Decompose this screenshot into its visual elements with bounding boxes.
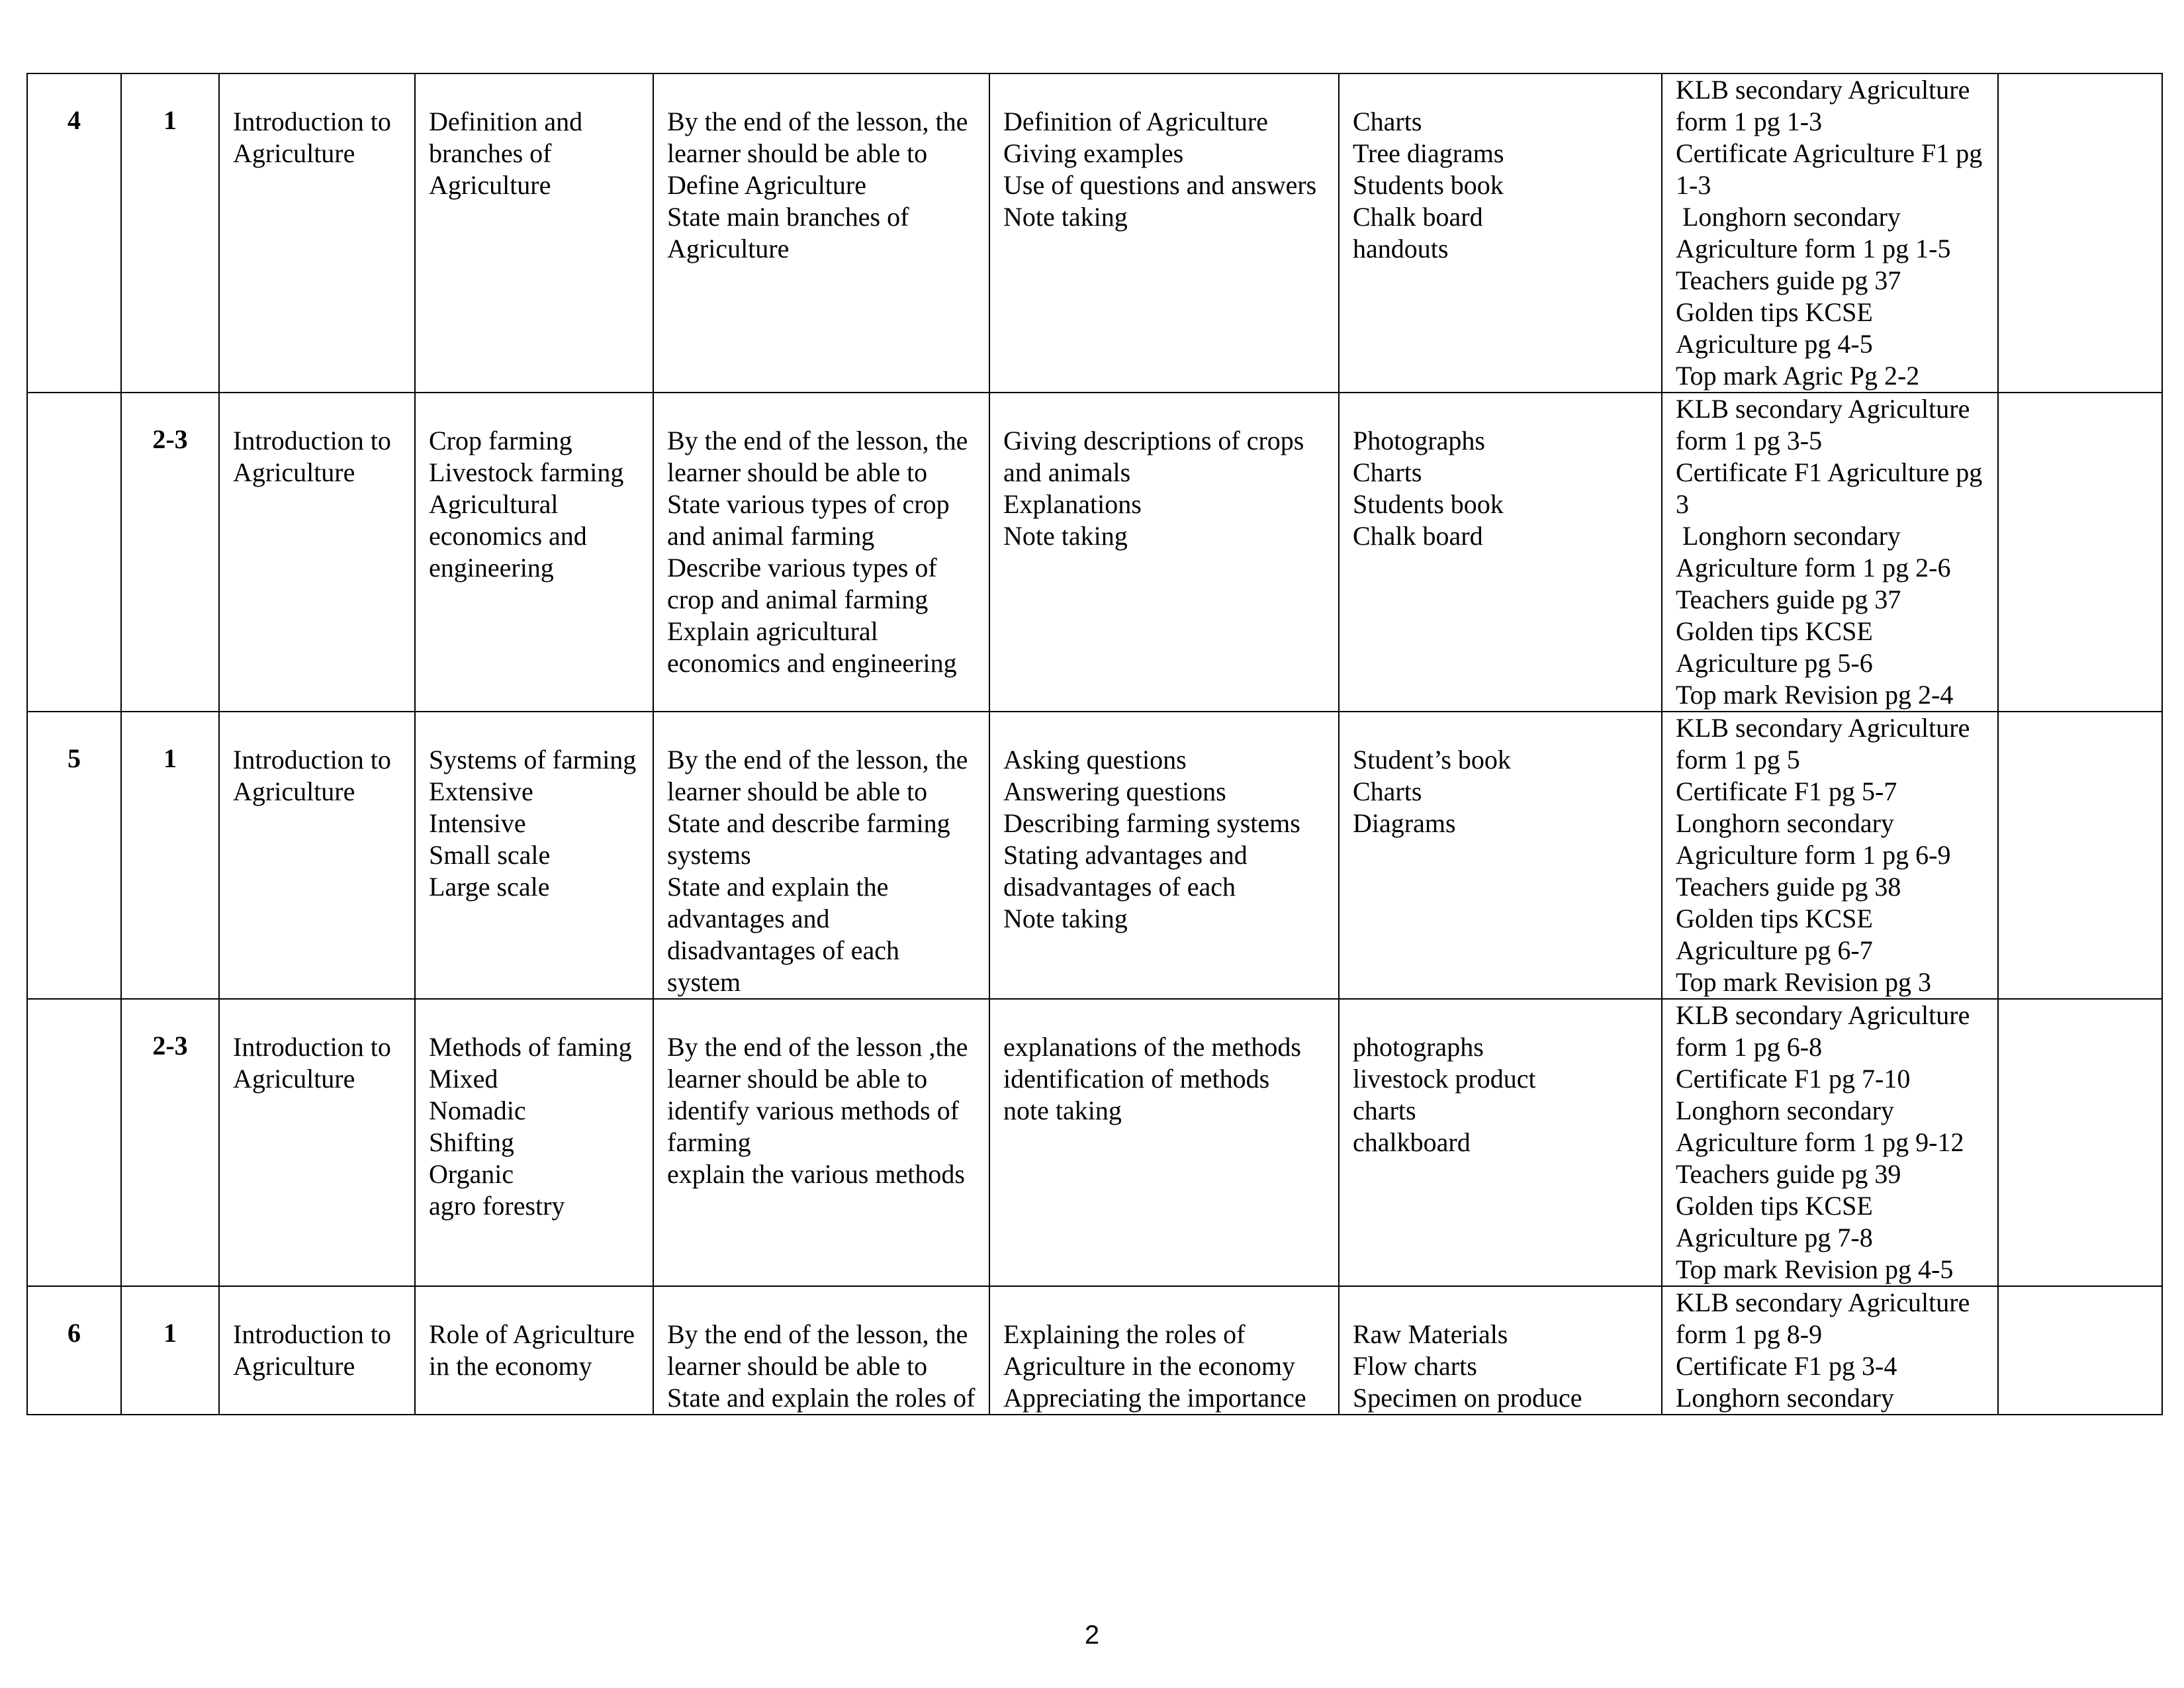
references-line: KLB secondary Agriculture — [1676, 713, 1970, 743]
lesson-cell — [121, 712, 219, 999]
resources-line: Students book — [1353, 170, 1504, 200]
objectives-cell — [653, 393, 989, 712]
resources-cell — [1339, 73, 1662, 393]
resources-line: handouts — [1353, 234, 1449, 263]
subtopic-line: Intensive — [429, 808, 526, 838]
references-line: Golden tips KCSE — [1676, 616, 1873, 646]
table-row — [27, 1286, 2162, 1415]
objectives-line: State and explain the — [667, 872, 889, 902]
topic-line: Introduction to — [233, 745, 391, 774]
references-line: Certificate F1 pg 5-7 — [1676, 776, 1897, 806]
week-number: 5 — [68, 743, 81, 773]
activities-cell — [989, 999, 1339, 1286]
activities-line: explanations of the methods — [1003, 1032, 1301, 1062]
topic-line: Agriculture — [233, 1064, 355, 1094]
activities-line: Note taking — [1003, 202, 1128, 232]
references-line: Top mark Revision pg 2-4 — [1676, 680, 1954, 710]
references-cell — [1662, 712, 1998, 999]
activities-line: note taking — [1003, 1096, 1122, 1125]
activities-line: Note taking — [1003, 521, 1128, 551]
references-line: 1-3 — [1676, 170, 1711, 200]
references-cell — [1662, 73, 1998, 393]
objectives-line: learner should be able to — [667, 138, 928, 168]
references-line: Teachers guide pg 39 — [1676, 1159, 1901, 1189]
topic-cell — [219, 999, 415, 1286]
objectives-line: State and describe farming — [667, 808, 950, 838]
activities-line: Agriculture in the economy — [1003, 1351, 1295, 1381]
resources-line: livestock product — [1353, 1064, 1536, 1094]
topic-line: Agriculture — [233, 138, 355, 168]
activities-line: Giving descriptions of crops — [1003, 426, 1304, 455]
references-line: Teachers guide pg 37 — [1676, 265, 1901, 295]
references-line: Longhorn secondary — [1676, 202, 1901, 232]
references-line: Longhorn secondary — [1676, 1096, 1894, 1125]
objectives-line: learner should be able to — [667, 776, 928, 806]
objectives-cell — [653, 999, 989, 1286]
objectives-cell — [653, 712, 989, 999]
references-line: Longhorn secondary — [1676, 521, 1901, 551]
activities-line: Explaining the roles of — [1003, 1319, 1246, 1349]
lesson-number: 2-3 — [152, 424, 188, 454]
objectives-line: disadvantages of each — [667, 935, 899, 965]
topic-line: Introduction to — [233, 107, 391, 136]
objectives-cell — [653, 1286, 989, 1415]
objectives-line: By the end of the lesson, the — [667, 1319, 968, 1349]
subtopic-line: Mixed — [429, 1064, 498, 1094]
resources-line: Student’s book — [1353, 745, 1511, 774]
references-line: form 1 pg 8-9 — [1676, 1319, 1823, 1349]
subtopic-cell — [415, 393, 653, 712]
subtopic-line: Small scale — [429, 840, 551, 870]
resources-line: Flow charts — [1353, 1351, 1477, 1381]
objectives-line: crop and animal farming — [667, 585, 929, 614]
objectives-line: Define Agriculture — [667, 170, 866, 200]
resources-cell — [1339, 1286, 1662, 1415]
objectives-line: learner should be able to — [667, 1064, 928, 1094]
objectives-line: By the end of the lesson, the — [667, 107, 968, 136]
subtopic-line: Livestock farming — [429, 457, 624, 487]
table-row — [27, 393, 2162, 712]
activities-cell — [989, 1286, 1339, 1415]
objectives-line: By the end of the lesson, the — [667, 426, 968, 455]
week-cell — [27, 712, 121, 999]
objectives-line: and animal farming — [667, 521, 875, 551]
subtopic-line: Agricultural — [429, 489, 559, 519]
week-cell — [27, 393, 121, 712]
remarks-cell — [1998, 999, 2162, 1286]
references-line: Teachers guide pg 37 — [1676, 585, 1901, 614]
references-line: Top mark Agric Pg 2-2 — [1676, 361, 1920, 391]
lesson-number: 1 — [163, 743, 177, 773]
references-line: Certificate Agriculture F1 pg — [1676, 138, 1983, 168]
references-line: Agriculture pg 6-7 — [1676, 935, 1873, 965]
resources-line: charts — [1353, 1096, 1416, 1125]
references-line: Agriculture pg 4-5 — [1676, 329, 1873, 359]
subtopic-cell — [415, 999, 653, 1286]
references-line: Golden tips KCSE — [1676, 904, 1873, 933]
references-line: KLB secondary Agriculture — [1676, 1000, 1970, 1030]
references-line: Top mark Revision pg 3 — [1676, 967, 1932, 997]
subtopic-cell — [415, 73, 653, 393]
resources-line: chalkboard — [1353, 1127, 1471, 1157]
references-line: Agriculture form 1 pg 6-9 — [1676, 840, 1951, 870]
resources-line: Specimen on produce — [1353, 1383, 1582, 1413]
activities-line: Answering questions — [1003, 776, 1226, 806]
resources-line: Students book — [1353, 489, 1504, 519]
references-line: form 1 pg 1-3 — [1676, 107, 1823, 136]
subtopic-cell — [415, 712, 653, 999]
resources-cell — [1339, 393, 1662, 712]
subtopic-line: economics and — [429, 521, 587, 551]
topic-line: Agriculture — [233, 776, 355, 806]
lesson-number: 1 — [163, 1318, 177, 1348]
remarks-cell — [1998, 712, 2162, 999]
lesson-cell — [121, 73, 219, 393]
resources-line: photographs — [1353, 1032, 1484, 1062]
resources-line: Raw Materials — [1353, 1319, 1508, 1349]
objectives-line: By the end of the lesson, the — [667, 745, 968, 774]
references-line: Certificate F1 pg 7-10 — [1676, 1064, 1911, 1094]
topic-line: Agriculture — [233, 457, 355, 487]
subtopic-line: Large scale — [429, 872, 550, 902]
resources-line: Tree diagrams — [1353, 138, 1504, 168]
subtopic-line: in the economy — [429, 1351, 592, 1381]
subtopic-line: engineering — [429, 553, 554, 583]
references-line: 3 — [1676, 489, 1689, 519]
activities-line: Explanations — [1003, 489, 1142, 519]
objectives-line: systems — [667, 840, 751, 870]
subtopic-line: Crop farming — [429, 426, 572, 455]
objectives-line: farming — [667, 1127, 751, 1157]
subtopic-line: Definition and — [429, 107, 583, 136]
resources-line: Charts — [1353, 776, 1422, 806]
table-row — [27, 73, 2162, 393]
topic-cell — [219, 393, 415, 712]
references-line: form 1 pg 5 — [1676, 745, 1800, 774]
week-number: 6 — [68, 1318, 81, 1348]
references-line: form 1 pg 6-8 — [1676, 1032, 1823, 1062]
references-line: Longhorn secondary — [1676, 1383, 1894, 1413]
objectives-line: learner should be able to — [667, 457, 928, 487]
activities-line: Note taking — [1003, 904, 1128, 933]
references-line: KLB secondary Agriculture — [1676, 1288, 1970, 1317]
objectives-line: advantages and — [667, 904, 830, 933]
subtopic-line: agro forestry — [429, 1191, 565, 1221]
references-line: Agriculture pg 7-8 — [1676, 1223, 1873, 1252]
references-line: Top mark Revision pg 4-5 — [1676, 1254, 1954, 1284]
objectives-line: learner should be able to — [667, 1351, 928, 1381]
subtopic-cell — [415, 1286, 653, 1415]
activities-line: Appreciating the importance — [1003, 1383, 1306, 1413]
activities-line: Describing farming systems — [1003, 808, 1300, 838]
resources-line: Chalk board — [1353, 202, 1483, 232]
subtopic-line: Systems of farming — [429, 745, 637, 774]
resources-line: Chalk board — [1353, 521, 1483, 551]
resources-line: Charts — [1353, 457, 1422, 487]
references-line: Agriculture pg 5-6 — [1676, 648, 1873, 678]
references-line: Longhorn secondary — [1676, 808, 1894, 838]
objectives-line: State various types of crop — [667, 489, 950, 519]
lesson-cell — [121, 393, 219, 712]
subtopic-line: Shifting — [429, 1127, 514, 1157]
subtopic-line: Role of Agriculture — [429, 1319, 635, 1349]
resources-line: Diagrams — [1353, 808, 1456, 838]
week-number: 4 — [68, 105, 81, 135]
topic-cell — [219, 712, 415, 999]
references-line: Certificate F1 Agriculture pg — [1676, 457, 1983, 487]
objectives-line: State main branches of — [667, 202, 909, 232]
objectives-line: By the end of the lesson ,the — [667, 1032, 968, 1062]
activities-cell — [989, 712, 1339, 999]
subtopic-line: Methods of faming — [429, 1032, 632, 1062]
page-number: 2 — [1084, 1620, 1100, 1650]
scheme-of-work-table — [26, 73, 2163, 1415]
objectives-line: Explain agricultural — [667, 616, 878, 646]
objectives-line: identify various methods of — [667, 1096, 960, 1125]
topic-cell — [219, 1286, 415, 1415]
topic-line: Introduction to — [233, 1319, 391, 1349]
subtopic-line: branches of — [429, 138, 552, 168]
activities-cell — [989, 393, 1339, 712]
subtopic-line: Agriculture — [429, 170, 551, 200]
objectives-line: Agriculture — [667, 234, 790, 263]
resources-cell — [1339, 712, 1662, 999]
activities-line: Definition of Agriculture — [1003, 107, 1268, 136]
week-cell — [27, 1286, 121, 1415]
objectives-line: Describe various types of — [667, 553, 937, 583]
references-line: form 1 pg 3-5 — [1676, 426, 1823, 455]
activities-line: Use of questions and answers — [1003, 170, 1317, 200]
references-line: Teachers guide pg 38 — [1676, 872, 1901, 902]
week-cell — [27, 999, 121, 1286]
references-cell — [1662, 999, 1998, 1286]
activities-line: Stating advantages and — [1003, 840, 1248, 870]
lesson-number: 2-3 — [152, 1031, 188, 1060]
references-line: KLB secondary Agriculture — [1676, 394, 1970, 424]
objectives-cell — [653, 73, 989, 393]
objectives-line: State and explain the roles of — [667, 1383, 976, 1413]
objectives-line: explain the various methods — [667, 1159, 965, 1189]
activities-line: disadvantages of each — [1003, 872, 1236, 902]
activities-line: Giving examples — [1003, 138, 1184, 168]
resources-line: Charts — [1353, 107, 1422, 136]
remarks-cell — [1998, 73, 2162, 393]
references-line: Golden tips KCSE — [1676, 297, 1873, 327]
resources-line: Photographs — [1353, 426, 1485, 455]
references-cell — [1662, 393, 1998, 712]
subtopic-line: Nomadic — [429, 1096, 526, 1125]
activities-cell — [989, 73, 1339, 393]
topic-line: Introduction to — [233, 1032, 391, 1062]
subtopic-line: Organic — [429, 1159, 514, 1189]
week-cell — [27, 73, 121, 393]
resources-cell — [1339, 999, 1662, 1286]
objectives-line: system — [667, 967, 741, 997]
subtopic-line: Extensive — [429, 776, 533, 806]
activities-line: identification of methods — [1003, 1064, 1270, 1094]
lesson-cell — [121, 999, 219, 1286]
references-line: Agriculture form 1 pg 2-6 — [1676, 553, 1951, 583]
table-row — [27, 999, 2162, 1286]
references-cell — [1662, 1286, 1998, 1415]
activities-line: Asking questions — [1003, 745, 1187, 774]
lesson-cell — [121, 1286, 219, 1415]
references-line: Certificate F1 pg 3-4 — [1676, 1351, 1897, 1381]
remarks-cell — [1998, 1286, 2162, 1415]
references-line: KLB secondary Agriculture — [1676, 75, 1970, 105]
lesson-number: 1 — [163, 105, 177, 135]
references-line: Agriculture form 1 pg 9-12 — [1676, 1127, 1964, 1157]
objectives-line: economics and engineering — [667, 648, 957, 678]
references-line: Agriculture form 1 pg 1-5 — [1676, 234, 1951, 263]
references-line: Golden tips KCSE — [1676, 1191, 1873, 1221]
remarks-cell — [1998, 393, 2162, 712]
table-row — [27, 712, 2162, 999]
topic-line: Introduction to — [233, 426, 391, 455]
topic-line: Agriculture — [233, 1351, 355, 1381]
topic-cell — [219, 73, 415, 393]
activities-line: and animals — [1003, 457, 1131, 487]
